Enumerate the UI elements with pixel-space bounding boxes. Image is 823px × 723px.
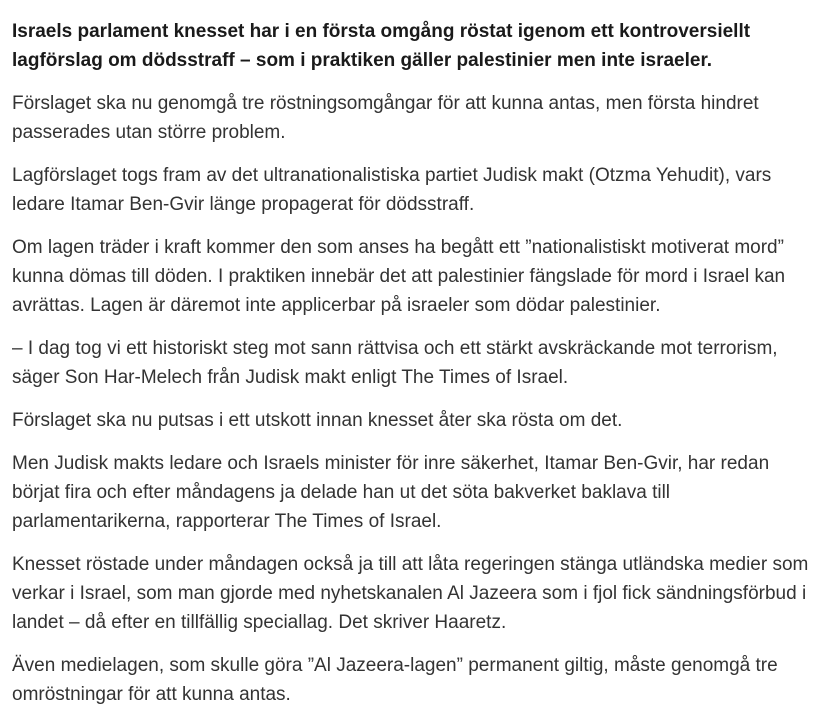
- article-paragraph-4: – I dag tog vi ett historiskt steg mot sann rättvisa och ett stärkt avskräckande mot terrorism, säger Son Har-Melech från Judisk makt enligt The Times of Israel.: [12, 338, 778, 388]
- article-paragraph-6: Men Judisk makts ledare och Israels minister för inre säkerhet, Itamar Ben-Gvir, har redan börjat fira och efter måndagens ja delade han ut det söta bakverket baklava till parlamentarikerna, rapporterar The Times of Israel.: [12, 453, 770, 532]
- article-paragraph-5: Förslaget ska nu putsas i ett utskott innan knesset åter ska rösta om det.: [12, 410, 623, 431]
- article-paragraph-7: Knesset röstade under måndagen också ja till att låta regeringen stänga utländska medier som verkar i Israel, som man gjorde med nyhetskanalen Al Jazeera som i fjol fick sändningsförbud i landet – då efter en tillfällig speciallag. Det skriver Haaretz.: [12, 554, 809, 633]
- article-paragraph-8: Även medielagen, som skulle göra ”Al Jazeera-lagen” permanent giltig, måste genomgå tre omröstningar för att kunna antas.: [12, 655, 778, 705]
- article-lead-paragraph: Israels parlament knesset har i en första omgång röstat igenom ett kontroversiellt lagförslag om dödsstraff – som i praktiken gäller palestinier men inte israeler.: [12, 21, 751, 71]
- article-paragraph-1: Förslaget ska nu genomgå tre röstningsomgångar för att kunna antas, men första hindret passerades utan större problem.: [12, 93, 759, 143]
- article-paragraph-2: Lagförslaget togs fram av det ultranationalistiska partiet Judisk makt (Otzma Yehudit), vars ledare Itamar Ben-Gvir länge propagerat för dödsstraff.: [12, 165, 772, 215]
- article-paragraph-3: Om lagen träder i kraft kommer den som anses ha begått ett ”nationalistiskt motiverat mord” kunna dömas till döden. I praktiken innebär det att palestinier fängslade för mord i Israel kan avrättas. Lagen är däremot inte applicerbar på israeler som dödar palestinier.: [12, 237, 786, 316]
